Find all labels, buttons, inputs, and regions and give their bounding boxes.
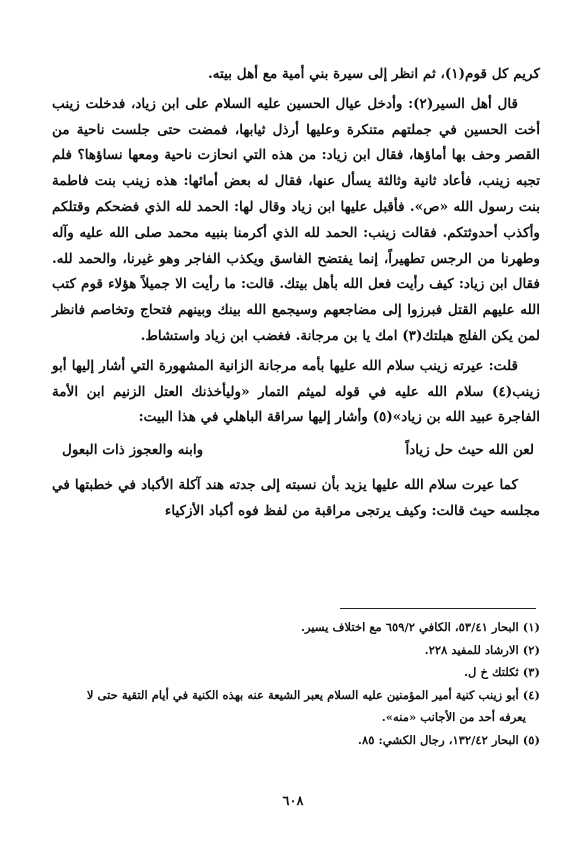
- footnote-1: (١) البحار ٥٣/٤١، الكافي ٦٥٩/٢ مع اختلاف يسير.: [300, 620, 540, 634]
- page-number: ٦٠٨: [282, 794, 304, 809]
- paragraph-1: كريم كل قوم(١)، ثم انظر إلى سيرة بني أمية مع أهل بيته.: [208, 66, 540, 82]
- footnote-5: (٥) البحار ١٣٢/٤٢، رجال الكشي: ٨٥.: [357, 732, 540, 747]
- verse-first-hemistich: لعن الله حيث حل زياداً: [405, 442, 534, 459]
- paragraph-2: قال أهل السير(٢): وأدخل عيال الحسين عليه السلام على ابن زياد، فدخلت زينب أخت الحسين في جملتهم متنكرة وعليها أرذل ثيابها، فمضت حتى جلست ناحية من القصر وحف بها أماؤها، فقال ابن زياد: من هذه التي انحازت ناحية ومعها نساؤها؟ فلم تجبه زينب، فأعاد ثانية وثالثة يسأل عنها، فقال له بعض أمائها: هذه زينب بنت فاطمة بنت رسول الله «ص». فأقبل عليها ابن زياد وقال لها: الحمد لله الذي فضحكم وقتلكم وأكذب أحدوثتكم. فقالت زينب: الحمد لله الذي أكرمنا بنبيه محمد صلى الله عليه وآله وطهرنا من الرجس تطهيراً، إنما يفتضح الفاسق ويكذب الفاجر وهو غيرنا، والحمد لله. فقال ابن زياد: كيف رأيت فعل الله بأهل بيتك. قالت: ما رأيت الا جميلاً هؤلاء قوم كتب الله عليهم القتل فبرزوا إلى مضاجعهم وسيجمع الله بينك وبينهم فتحاج وتخاصم فانظر لمن يكن الفلج هبلتك(٣) امك يا بن مرجانة. فغضب ابن زياد واستشاط.: [52, 95, 540, 344]
- footnote-4: (٤) أبو زينب كنية أمير المؤمنين عليه السلام يعبر الشيعة عنه بهذه الكنية في أيام التقية حتى لا: [86, 687, 540, 702]
- footnote-2: (٢) الارشاد للمفيد ٢٢٨.: [424, 642, 540, 657]
- footnote-4-continued: يعرفه أحد من الأجانب «منه».: [381, 710, 526, 724]
- poetry-verse: [52, 431, 540, 473]
- verse-second-hemistich: وابنه والعجوز ذات البعول: [62, 442, 204, 459]
- main-text-continued: [52, 473, 540, 525]
- paragraph-4: كما عيرت سلام الله عليها يزيد بأن نسبته إلى جدته هند آكلة الأكباد في خطبتها في مجلسه حيث قالت: وكيف يرتجى مراقبة من لفظ فوه أكباد الأزكياء: [52, 477, 540, 519]
- paragraph-3: قلت: عيرته زينب سلام الله عليها بأمه مرجانة الزانية المشهورة التي أشار إليها أبو زينب(٤) سلام الله عليه في قوله لميثم التمار «وليأخذنك العتل الزنيم ابن الأمة الفاجرة عبيد الله بن زياد»(٥) وأشار إليها سراقة الباهلي في هذا البيت:: [52, 357, 540, 426]
- footnote-3: (٣) ثكلتك خ ل.: [463, 665, 540, 679]
- main-text: [52, 62, 540, 431]
- footnote-separator: [340, 608, 536, 609]
- footnotes: [52, 616, 540, 751]
